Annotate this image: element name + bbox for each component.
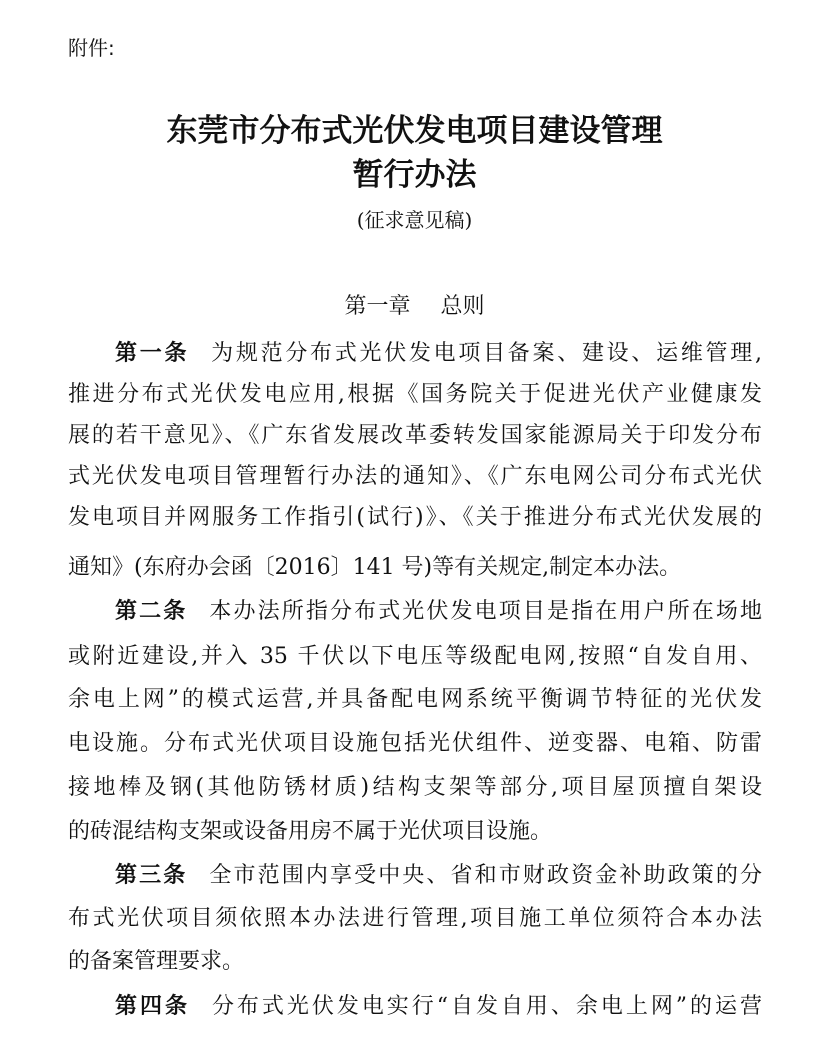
- article-3-line-3: 的备案管理要求。: [68, 949, 245, 974]
- article-2-text: 本办法所指分布式光伏发电项目是指在用户所在场地: [209, 599, 762, 624]
- article-2-line-5: 接地棒及钢(其他防锈材质)结构支架等部分,项目屋顶擅自架设: [68, 775, 762, 800]
- article-4-text: 分布式光伏发电实行“自发自用、余电上网”的运营: [211, 994, 762, 1019]
- article-2-line-3: 余电上网”的模式运营,并具备配电网系统平衡调节特征的光伏发: [68, 687, 762, 712]
- article-1-text: 为规范分布式光伏发电项目备案、建设、运维管理,: [211, 341, 762, 366]
- article-4-line-1: [115, 992, 762, 1022]
- document-subtitle: (征求意见稿): [356, 208, 473, 232]
- article-2-line-4: 电设施。分布式光伏项目设施包括光伏组件、逆变器、电箱、防雷: [68, 731, 762, 756]
- chapter-name: 总则: [440, 294, 485, 319]
- article-3-number: 第三条: [115, 863, 188, 888]
- article-2-line-1: [115, 597, 762, 627]
- document-title-line-2: 暂行办法: [352, 157, 477, 193]
- article-1-line-2: 推进分布式光伏发电应用,根据《国务院关于促进光伏产业健康发: [68, 382, 762, 407]
- article-2-number: 第二条: [115, 599, 188, 624]
- attachment-label: 附件:: [68, 36, 115, 60]
- article-1-line-5: 发电项目并网服务工作指引(试行)》、《关于推进分布式光伏发展的: [68, 505, 762, 530]
- article-2-line-2: 或附近建设,并入 35 千伏以下电压等级配电网,按照“自发自用、: [68, 644, 762, 669]
- article-4-number: 第四条: [115, 994, 190, 1019]
- document-title-line-1: 东莞市分布式光伏发电项目建设管理: [166, 113, 663, 149]
- article-3-line-2: 布式光伏项目须依照本办法进行管理,项目施工单位须符合本办法: [68, 906, 762, 931]
- article-3-text: 全市范围内享受中央、省和市财政资金补助政策的分: [209, 863, 762, 888]
- article-1-line-1: [115, 339, 762, 369]
- chapter-number: 第一章: [344, 294, 411, 319]
- article-1-number: 第一条: [115, 341, 190, 366]
- article-3-line-1: [115, 861, 762, 891]
- article-1-line-6: 通知》(东府办会函〔2016〕141 号)等有关规定,制定本办法。: [68, 555, 682, 580]
- article-2-line-6: 的砖混结构支架或设备用房不属于光伏项目设施。: [68, 819, 553, 844]
- article-1-line-4: 式光伏发电项目管理暂行办法的通知》、《广东电网公司分布式光伏: [68, 464, 762, 489]
- article-1-line-3: 展的若干意见》、《广东省发展改革委转发国家能源局关于印发分布: [68, 423, 762, 448]
- chapter-heading: [0, 292, 829, 322]
